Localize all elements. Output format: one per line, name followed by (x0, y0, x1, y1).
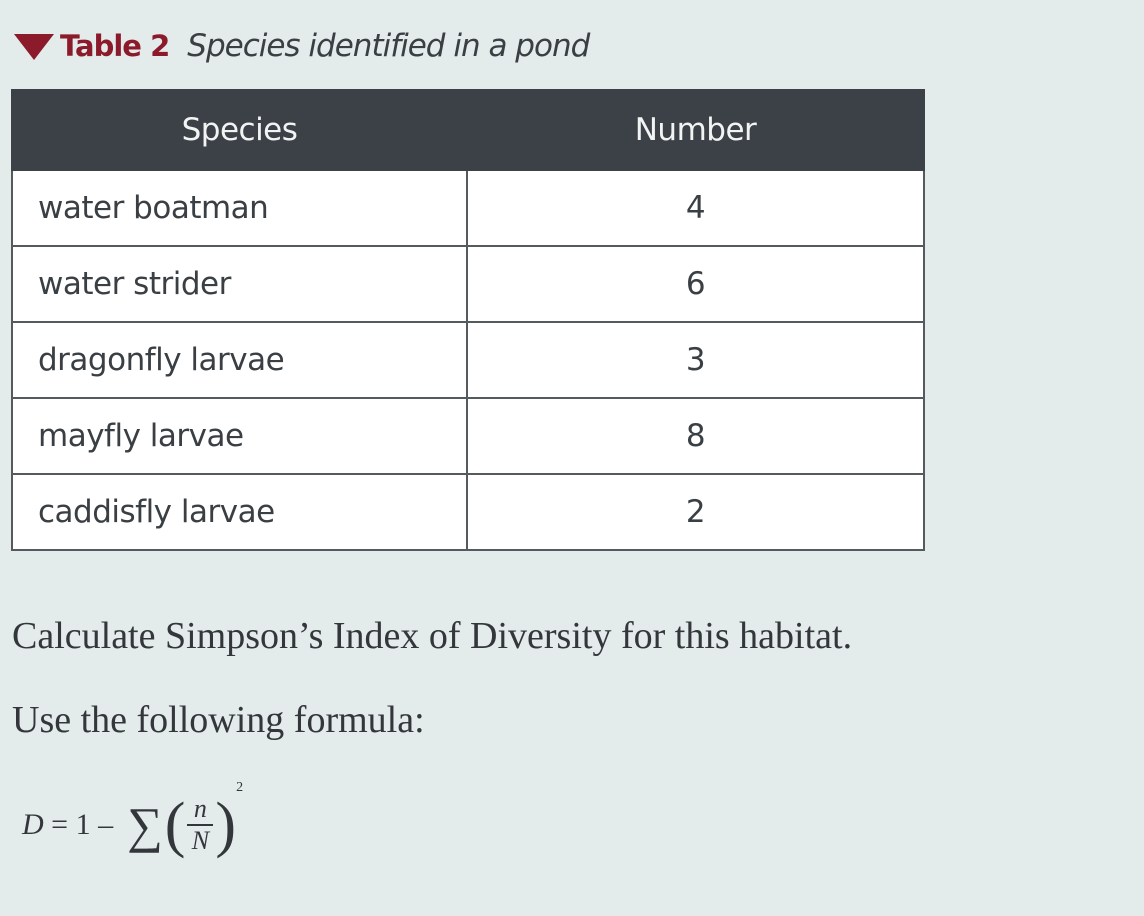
table-header-row (12, 90, 924, 170)
sigma-symbol: ∑ (127, 797, 163, 853)
species-cell: water boatman (12, 170, 467, 246)
column-header-number: Number (467, 90, 924, 170)
species-cell: water strider (12, 246, 467, 322)
formula-variable-d: D (22, 808, 44, 841)
triangle-down-icon (14, 34, 54, 60)
table-row (12, 170, 924, 246)
formula-lhs (22, 808, 113, 842)
fraction-denominator: N (191, 826, 210, 855)
table-caption-label: Table 2 (60, 29, 170, 63)
simpsons-formula (22, 770, 243, 880)
question-text: Calculate Simpson’s Index of Diversity for this habitat. (12, 615, 853, 657)
close-paren: ) (215, 791, 237, 859)
species-cell: dragonfly larvae (12, 322, 467, 398)
formula-equals-one-minus: = 1 – (43, 808, 114, 841)
table-row (12, 246, 924, 322)
fraction-numerator: n (193, 794, 207, 823)
formula-exponent: 2 (236, 780, 244, 795)
table-row (12, 474, 924, 550)
species-cell: caddisfly larvae (12, 474, 467, 550)
number-cell: 4 (467, 170, 924, 246)
column-header-species: Species (12, 90, 467, 170)
instruction-text: Use the following formula: (12, 699, 425, 741)
number-cell: 3 (467, 322, 924, 398)
table-row (12, 398, 924, 474)
number-cell: 8 (467, 398, 924, 474)
number-cell: 6 (467, 246, 924, 322)
open-paren: ( (164, 791, 186, 859)
table-caption-title: Species identified in a pond (187, 28, 590, 64)
table-row (12, 322, 924, 398)
table-caption (14, 22, 589, 70)
species-cell: mayfly larvae (12, 398, 467, 474)
fraction (187, 796, 213, 854)
species-table (11, 89, 925, 551)
number-cell: 2 (467, 474, 924, 550)
